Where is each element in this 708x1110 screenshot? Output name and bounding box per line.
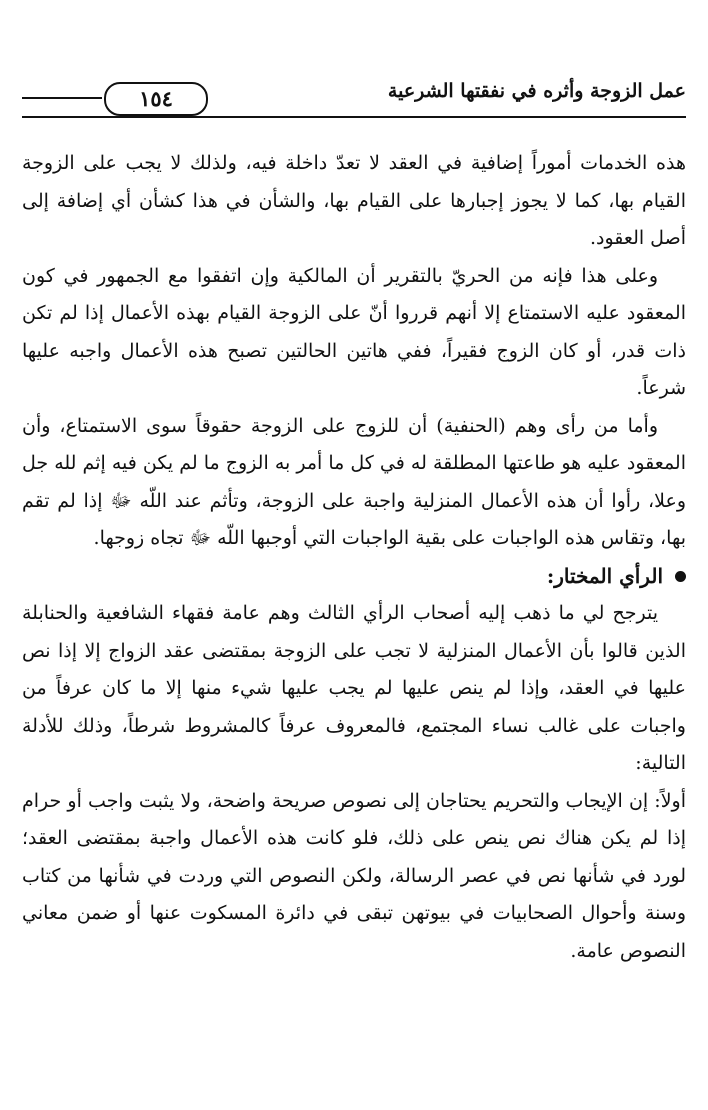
page-header xyxy=(22,76,686,120)
paragraph: وأما من رأى وهم (الحنفية) أن للزوج على الزوجة حقوقاً سوى الاستمتاع، وأن المعقود عليه هو طاعتها المطلقة له في كل ما أمر به الزوج ما لم يكن فيه إثم لله جل وعلا، رأوا أن هذه الأعمال المنزلية واجبة على الزوجة، وتأثم عند اللّه ﷻ إذا لم تقم بها، وتقاس هذه الواجبات على بقية الواجبات التي أوجبها اللّه ﷻ تجاه زوجها. xyxy=(22,414,686,549)
paragraph: وعلى هذا فإنه من الحريّ بالتقرير أن المالكية وإن اتفقوا مع الجمهور في كون المعقود عليه الاستمتاع إلا أنهم قرروا أنّ على الزوجة القيام بهذه الأعمال إذا لم تكن ذات قدر، أو كان الزوج فقيراً، ففي هاتين الحالتين تصبح هذه الأعمال واجبه عليها شرعاً. xyxy=(22,264,686,399)
running-title: عمل الزوجة وأثره في نفقتها الشرعية xyxy=(387,80,686,102)
section-heading xyxy=(22,558,686,596)
header-rule-left xyxy=(22,97,102,99)
header-rule xyxy=(22,116,686,118)
paragraph: أولاً: إن الإيجاب والتحريم يحتاجان إلى نصوص صريحة واضحة، ولا يثبت واجب أو حرام إذا لم يكن هناك نص ينص على ذلك، فلو كانت هذه الأعمال واجبة بمقتضى العقد؛ لورد في شأنها نص في عصر الرسالة، ولكن النصوص التي وردت في شأنها من كتاب وسنة وأحوال الصحابيات في بيوتهن تبقى في دائرة المسكوت عنها أو ضمن معاني النصوص عامة. xyxy=(22,789,686,962)
paragraph: هذه الخدمات أموراً إضافية في العقد لا تعدّ داخلة فيه، ولذلك لا يجب على الزوجة القيام بها، كما لا يجوز إجبارها على القيام بها، والشأن في هذا كشأن أي إضافة إلى أصل العقود. xyxy=(22,152,686,249)
page-number: ١٥٤ xyxy=(104,82,208,116)
body-text xyxy=(22,145,686,970)
bullet-icon xyxy=(675,571,686,582)
section-heading-text: الرأي المختار: xyxy=(546,563,663,588)
paragraph: يترجح لي ما ذهب إليه أصحاب الرأي الثالث وهم عامة فقهاء الشافعية والحنابلة الذين قالوا بأن الأعمال المنزلية لا تجب على الزوجة بمقتضى عقد الزواج إلا إذا نص عليها في العقد، وإذا لم ينص عليها لم يجب عليها شيء منها إلا ما كان عرفاً من واجبات على غالب نساء المجتمع، فالمعروف عرفاً كالمشروط شرطاً، وذلك للأدلة التالية: xyxy=(22,602,686,774)
